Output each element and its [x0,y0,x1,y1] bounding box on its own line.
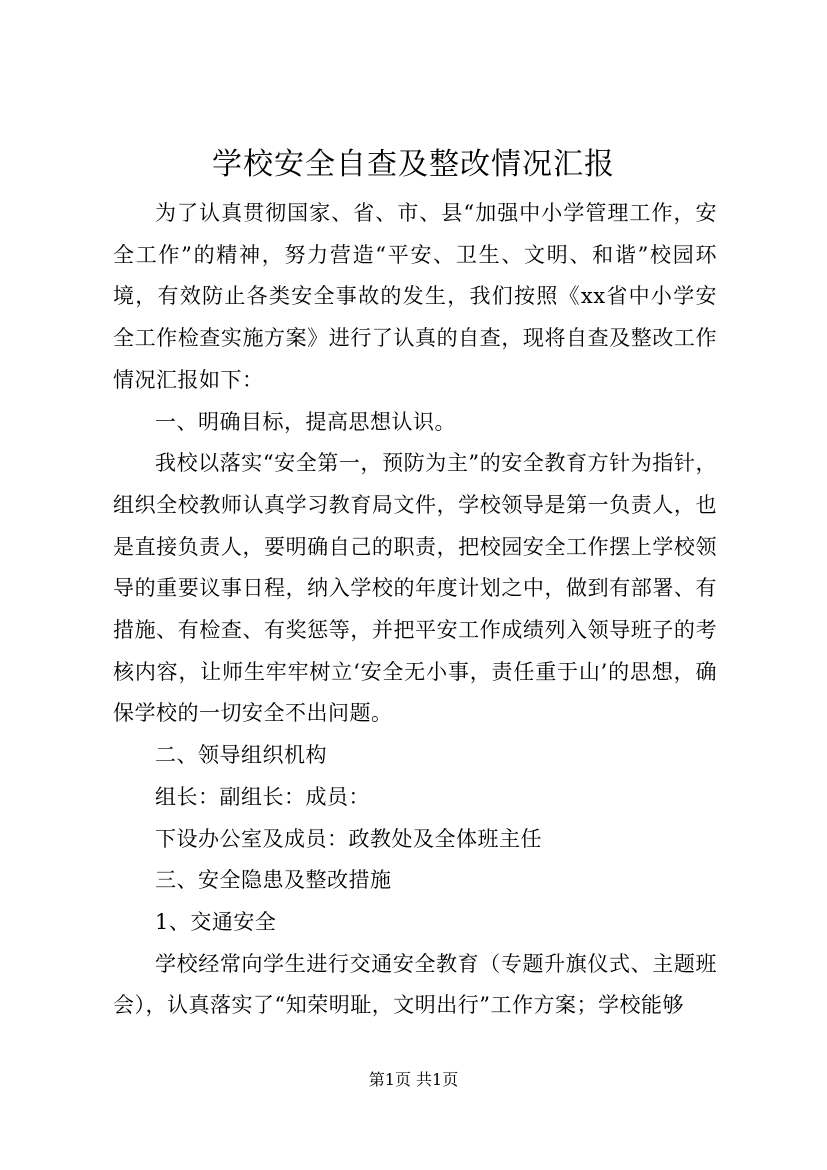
paragraph-office-members: 下设办公室及成员：政教处及全体班主任 [155,826,542,851]
page-footer: 第1页 共1页 [368,1070,459,1089]
heading-traffic-safety: 1、交通安全 [155,909,277,934]
document-body [113,193,717,1027]
heading-section-2: 二、领导组织机构 [155,743,327,768]
paragraph-traffic-safety: 学校经常向学生进行交通安全教育（专题升旗仪式、主题班会），认真落实了“知荣明耻，文明出行”工作方案；学校能够 [113,951,717,1018]
paragraph-intro: 为了认真贯彻国家、省、市、县“加强中小学管理工作，安全工作”的精神，努力营造“平安、卫生、文明、和谐”校园环境，有效防止各类安全事故的发生，我们按照《xx省中小学安全工作检查实施方案》进行了认真的自查，现将自查及整改工作情况汇报如下： [113,201,717,392]
document-title: 学校安全自查及整改情况汇报 [212,147,615,182]
heading-section-3: 三、安全隐患及整改措施 [155,868,392,893]
heading-section-1: 一、明确目标，提高思想认识。 [155,409,456,434]
paragraph-group-leaders: 组长：副组长：成员： [155,784,370,809]
paragraph-section-1: 我校以落实“安全第一，预防为主”的安全教育方针为指针，组织全校教师认真学习教育局文件，学校领导是第一负责人，也是直接负责人，要明确自己的职责，把校园安全工作摆上学校领导的重要议事日程，纳入学校的年度计划之中，做到有部署、有措施、有检查、有奖惩等，并把平安工作成绩列入领导班子的考核内容，让师生牢牢树立‘安全无小事，责任重于山’的思想，确保学校的一切安全不出问题。 [113,451,717,726]
